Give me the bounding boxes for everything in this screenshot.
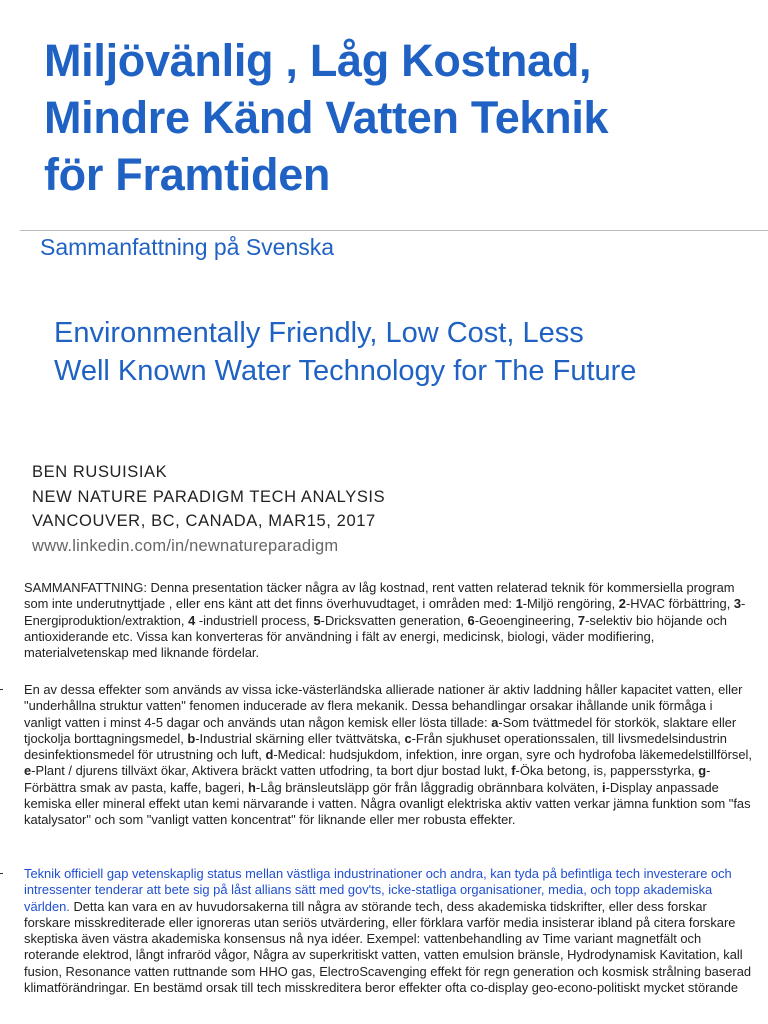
item-number: 6 [467,612,475,628]
paragraph-text: -Industrial skärning eller tvättvätska, [195,730,405,746]
paragraph-text: -Plant / djurens tillväxt ökar, Aktivera bräckt vatten utfodring, ta bort djur bostad lukt, [31,763,512,779]
item-letter: a [491,714,499,730]
paragraph-text: -Display anpassade kemiska eller mineral effekt utan kemi närvarande i vatten. Några ovanligt elektriska aktiv vatten verkar jämna funktion som "fas katalysator" och som "vanligt vatten koncentrat" för liknande eller mer robusta effekter. [24,779,751,828]
paragraph-text: Detta kan vara en av huvudorsakerna till några av störande tech, dess akademiska tidskrifter, eller dess forskar forskare misskrediterade eller ignoreras utan seriös utvärdering, eller förklara varför media insisterar ibland på citera forskare skeptiska även västra akademiska konsensus nå nya idéer. Exempel: vattenbehandling av Time variant magnetfält och roterande elektrod, långt infraröd vågor, Några av superkritiskt vatten, vatten emulsion bränsle, Hydrodynamisk Kavitation, kall fusion, Resonance vatten ruttnande som HHO gas, ElectroScavenging effekt för regn generation och kosmisk strålning baserad klimatförändringar. En bestämd orsak till tech misskreditera beror effekter ofta co-display geo-econo-politiskt mycket störande [24,898,752,996]
item-letter: f [511,763,516,779]
abstract-text: -Miljö rengöring, [522,596,619,612]
abstract-paragraph [24,580,754,661]
title-line-3: för Framtiden [44,149,331,200]
swedish-subtitle: Sammanfattning på Svenska [40,234,335,260]
item-number: 2 [618,596,626,612]
english-subtitle [54,314,754,390]
english-subtitle-line-1: Environmentally Friendly, Low Cost, Less [54,317,584,349]
item-number: 7 [577,612,586,628]
english-subtitle-line-2: Well Known Water Technology for The Future [54,355,637,387]
item-letter: d [265,747,274,763]
item-letter: g [698,763,707,779]
author-organization: NEW NATURE PARADIGM TECH ANALYSIS [32,487,386,506]
item-number: 5 [313,612,321,628]
document-title [44,32,744,203]
abstract-text: - Energiproduktion/extraktion, [24,596,746,628]
paragraph-text: -Förbättra smak av pasta, kaffe, bageri, [24,763,711,795]
title-line-1: Miljövänlig , Låg Kostnad, [44,35,592,86]
bullet-paragraph-1 [24,682,752,829]
title-divider [20,230,768,231]
item-letter: e [24,763,32,779]
highlighted-text: Teknik officiell gap vetenskaplig status mellan västliga industrinationer och andra, kan tyda på befintliga tech investerare och intressenter tenderar att bete sig på låst allians sätt med gov'ts, icke-statliga organisationer, media, och topp akademiska världen. [24,866,732,914]
item-letter: h [248,779,256,795]
item-letter: b [187,730,196,746]
abstract-text: -selektiv bio höjande och antioxiderande etc. Vissa kan konverteras för användning i fält av energi, medicinsk, biologi, väder modifiering, materialvetenskap med liknande fördelar. [24,612,727,661]
paragraph-text: En av dessa effekter som används av vissa icke-västerländska allierade nationer är aktiv laddning håller kapacitet vatten, eller "underhållna struktur vatten" fenomen inducerade av flera mekanik. Dessa behandlingar orsakar ihållande unik förmåga i vanligt vatten i minst 4-5 dagar och används utan någon kemisk eller lösta tillade: [24,682,743,730]
item-number: 4 [188,612,196,628]
author-location-date: VANCOUVER, BC, CANADA, MAR15, 2017 [32,512,376,530]
bullet-paragraph-2 [24,866,752,996]
paragraph-text: -Som tvättmedel för storkök, slaktare eller tjockolja borttagningsmedel, [24,714,737,746]
abstract-text: -Geoengineering, [474,612,578,628]
paragraph-text: -Låg bränsleutsläpp gör från låggradig obrännbara kolväten, [255,779,603,795]
abstract-text: -HVAC förbättring, [625,596,734,612]
author-block [32,460,385,558]
item-number: 3 [733,596,742,612]
author-linkedin-link[interactable]: www.linkedin.com/in/newnatureparadigm [32,536,339,555]
abstract-text: -industriell process, [195,612,314,628]
item-letter: i [602,779,606,795]
paragraph-text: -Öka betong, is, pappersstyrka, [515,763,699,779]
paragraph-text: -Från sjukhuset operationssalen, till livsmedelsindustrin desinfektionsmedel för utrustning och luft, [24,730,727,763]
author-name: BEN RUSUISIAK [32,463,168,481]
item-number: 1 [515,596,523,612]
bullet-marker [0,689,3,690]
abstract-text: -Dricksvatten generation, [320,612,468,628]
bullet-marker [0,873,3,874]
title-line-2: Mindre Känd Vatten Teknik [44,92,609,143]
abstract-text: SAMMANFATTNING: Denna presentation täcker några av låg kostnad, rent vatten relaterad teknik för kommersiella program som inte underutnyttjade , eller ens känt att det finns överhuvudtaget, i områden med: [24,580,735,612]
item-letter: c [404,730,412,746]
paragraph-text: -Medical: hudsjukdom, infektion, inre organ, syre och hydrofoba läkemedelstillförsel, [273,747,752,763]
